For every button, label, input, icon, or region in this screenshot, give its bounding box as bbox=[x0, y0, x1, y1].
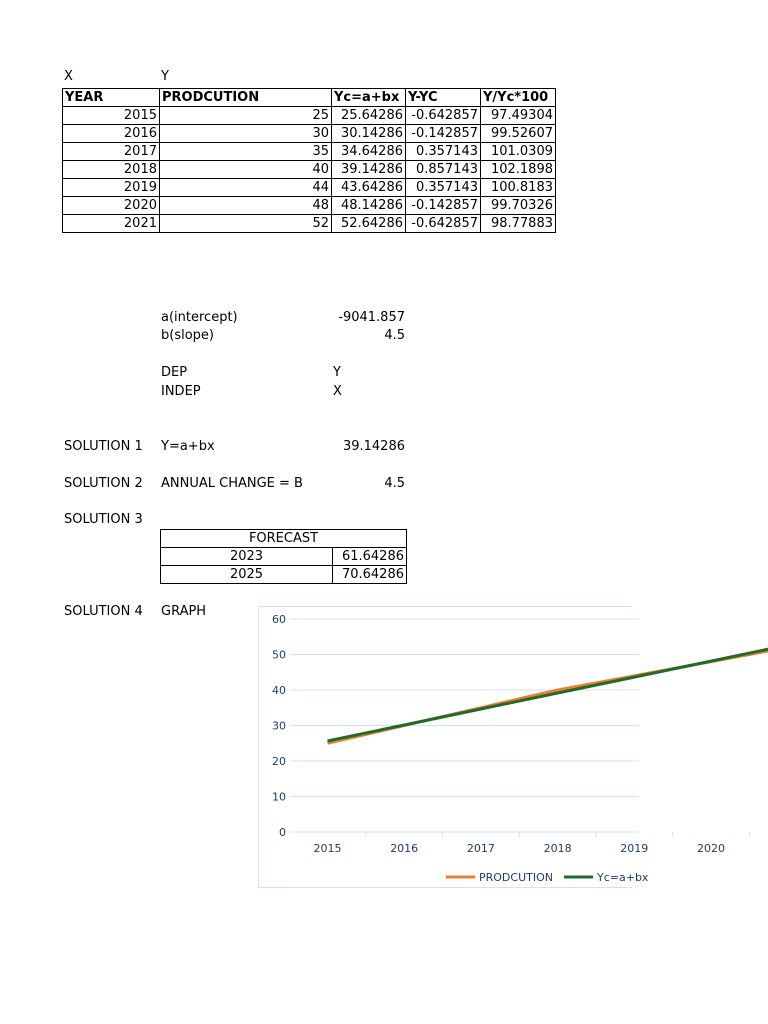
forecast-value: 70.64286 bbox=[333, 566, 407, 584]
solution-4-label: SOLUTION 4 bbox=[64, 604, 143, 619]
header-yc: Yc=a+bx bbox=[332, 89, 406, 107]
cell-y-over-yc: 100.8183 bbox=[481, 179, 556, 197]
cell-production: 52 bbox=[160, 215, 332, 233]
table-row bbox=[63, 179, 556, 197]
cell-production: 35 bbox=[160, 143, 332, 161]
intercept-value: -9041.857 bbox=[338, 310, 405, 325]
cell-y-over-yc: 98.77883 bbox=[481, 215, 556, 233]
table-row bbox=[161, 566, 407, 584]
x-tick-label: 2020 bbox=[697, 842, 725, 855]
header-year: YEAR bbox=[63, 89, 160, 107]
y-tick-label: 20 bbox=[272, 755, 286, 768]
cell-yc: 39.14286 bbox=[332, 161, 406, 179]
table-row bbox=[63, 143, 556, 161]
legend-label-production: PRODCUTION bbox=[479, 871, 553, 884]
cell-yc: 48.14286 bbox=[332, 197, 406, 215]
solution-1-label: SOLUTION 1 bbox=[64, 439, 143, 454]
cell-y-minus-yc: -0.642857 bbox=[406, 107, 481, 125]
x-tick-label: 2015 bbox=[313, 842, 342, 855]
solution-1-formula: Y=a+bx bbox=[161, 439, 215, 454]
legend-label-yc: Yc=a+bx bbox=[597, 871, 649, 884]
indep-label: INDEP bbox=[161, 384, 201, 399]
cell-y-minus-yc: -0.142857 bbox=[406, 197, 481, 215]
slope-label: b(slope) bbox=[161, 328, 214, 343]
x-tick-label: 2018 bbox=[543, 842, 572, 855]
table-row bbox=[63, 197, 556, 215]
cell-y-over-yc: 99.52607 bbox=[481, 125, 556, 143]
y-tick-label: 40 bbox=[272, 684, 286, 697]
cell-yc: 43.64286 bbox=[332, 179, 406, 197]
slope-value: 4.5 bbox=[384, 328, 405, 343]
solution-2-text: ANNUAL CHANGE = B bbox=[161, 476, 303, 491]
solution-2-label: SOLUTION 2 bbox=[64, 476, 143, 491]
forecast-title: FORECAST bbox=[161, 530, 407, 548]
table-row bbox=[63, 161, 556, 179]
cell-production: 40 bbox=[160, 161, 332, 179]
cell-year: 2021 bbox=[63, 215, 160, 233]
cell-production: 48 bbox=[160, 197, 332, 215]
cell-y-minus-yc: -0.642857 bbox=[406, 215, 481, 233]
dep-label: DEP bbox=[161, 365, 188, 380]
cell-year: 2015 bbox=[63, 107, 160, 125]
cell-y-minus-yc: 0.357143 bbox=[406, 179, 481, 197]
forecast-year: 2025 bbox=[161, 566, 333, 584]
solution-1-value: 39.14286 bbox=[342, 439, 405, 454]
cell-year: 2018 bbox=[63, 161, 160, 179]
cell-yc: 25.64286 bbox=[332, 107, 406, 125]
table-row bbox=[63, 107, 556, 125]
column-letter-x: X bbox=[64, 69, 73, 84]
forecast-year: 2023 bbox=[161, 548, 333, 566]
cell-year: 2016 bbox=[63, 125, 160, 143]
cell-yc: 30.14286 bbox=[332, 125, 406, 143]
cell-production: 30 bbox=[160, 125, 332, 143]
forecast-title-row bbox=[161, 530, 407, 548]
solution-3-label: SOLUTION 3 bbox=[64, 512, 143, 527]
cell-y-over-yc: 99.70326 bbox=[481, 197, 556, 215]
table-row bbox=[63, 125, 556, 143]
cell-production: 44 bbox=[160, 179, 332, 197]
cell-yc: 52.64286 bbox=[332, 215, 406, 233]
table-header-row bbox=[63, 89, 556, 107]
solution-4-text: GRAPH bbox=[161, 604, 207, 619]
header-production: PRODCUTION bbox=[160, 89, 332, 107]
x-tick-label: 2016 bbox=[390, 842, 419, 855]
regression-table bbox=[62, 88, 556, 233]
dep-value: Y bbox=[333, 365, 341, 380]
y-tick-label: 60 bbox=[272, 613, 286, 626]
x-tick-label: 2019 bbox=[620, 842, 649, 855]
header-y-minus-yc: Y-YC bbox=[406, 89, 481, 107]
y-tick-label: 10 bbox=[272, 790, 286, 804]
cell-y-over-yc: 97.49304 bbox=[481, 107, 556, 125]
cell-y-minus-yc: -0.142857 bbox=[406, 125, 481, 143]
cell-y-minus-yc: 0.857143 bbox=[406, 161, 481, 179]
cell-year: 2020 bbox=[63, 197, 160, 215]
cell-year: 2019 bbox=[63, 179, 160, 197]
production-chart[interactable] bbox=[258, 606, 725, 888]
header-y-over-yc: Y/Yc*100 bbox=[481, 89, 556, 107]
cell-production: 25 bbox=[160, 107, 332, 125]
cell-year: 2017 bbox=[63, 143, 160, 161]
y-tick-label: 50 bbox=[272, 648, 286, 662]
chart-svg bbox=[259, 607, 725, 889]
forecast-table bbox=[160, 529, 407, 584]
indep-value: X bbox=[333, 384, 342, 399]
solution-2-value: 4.5 bbox=[384, 476, 405, 491]
cell-y-over-yc: 101.0309 bbox=[481, 143, 556, 161]
cell-yc: 34.64286 bbox=[332, 143, 406, 161]
table-row bbox=[161, 548, 407, 566]
column-letter-y: Y bbox=[161, 69, 169, 84]
table-row bbox=[63, 215, 556, 233]
y-tick-label: 0 bbox=[279, 826, 286, 839]
x-tick-label: 2017 bbox=[466, 842, 495, 855]
y-tick-label: 30 bbox=[272, 719, 286, 733]
cell-y-over-yc: 102.1898 bbox=[481, 161, 556, 179]
intercept-label: a(intercept) bbox=[161, 310, 238, 325]
cell-y-minus-yc: 0.357143 bbox=[406, 143, 481, 161]
forecast-value: 61.64286 bbox=[333, 548, 407, 566]
